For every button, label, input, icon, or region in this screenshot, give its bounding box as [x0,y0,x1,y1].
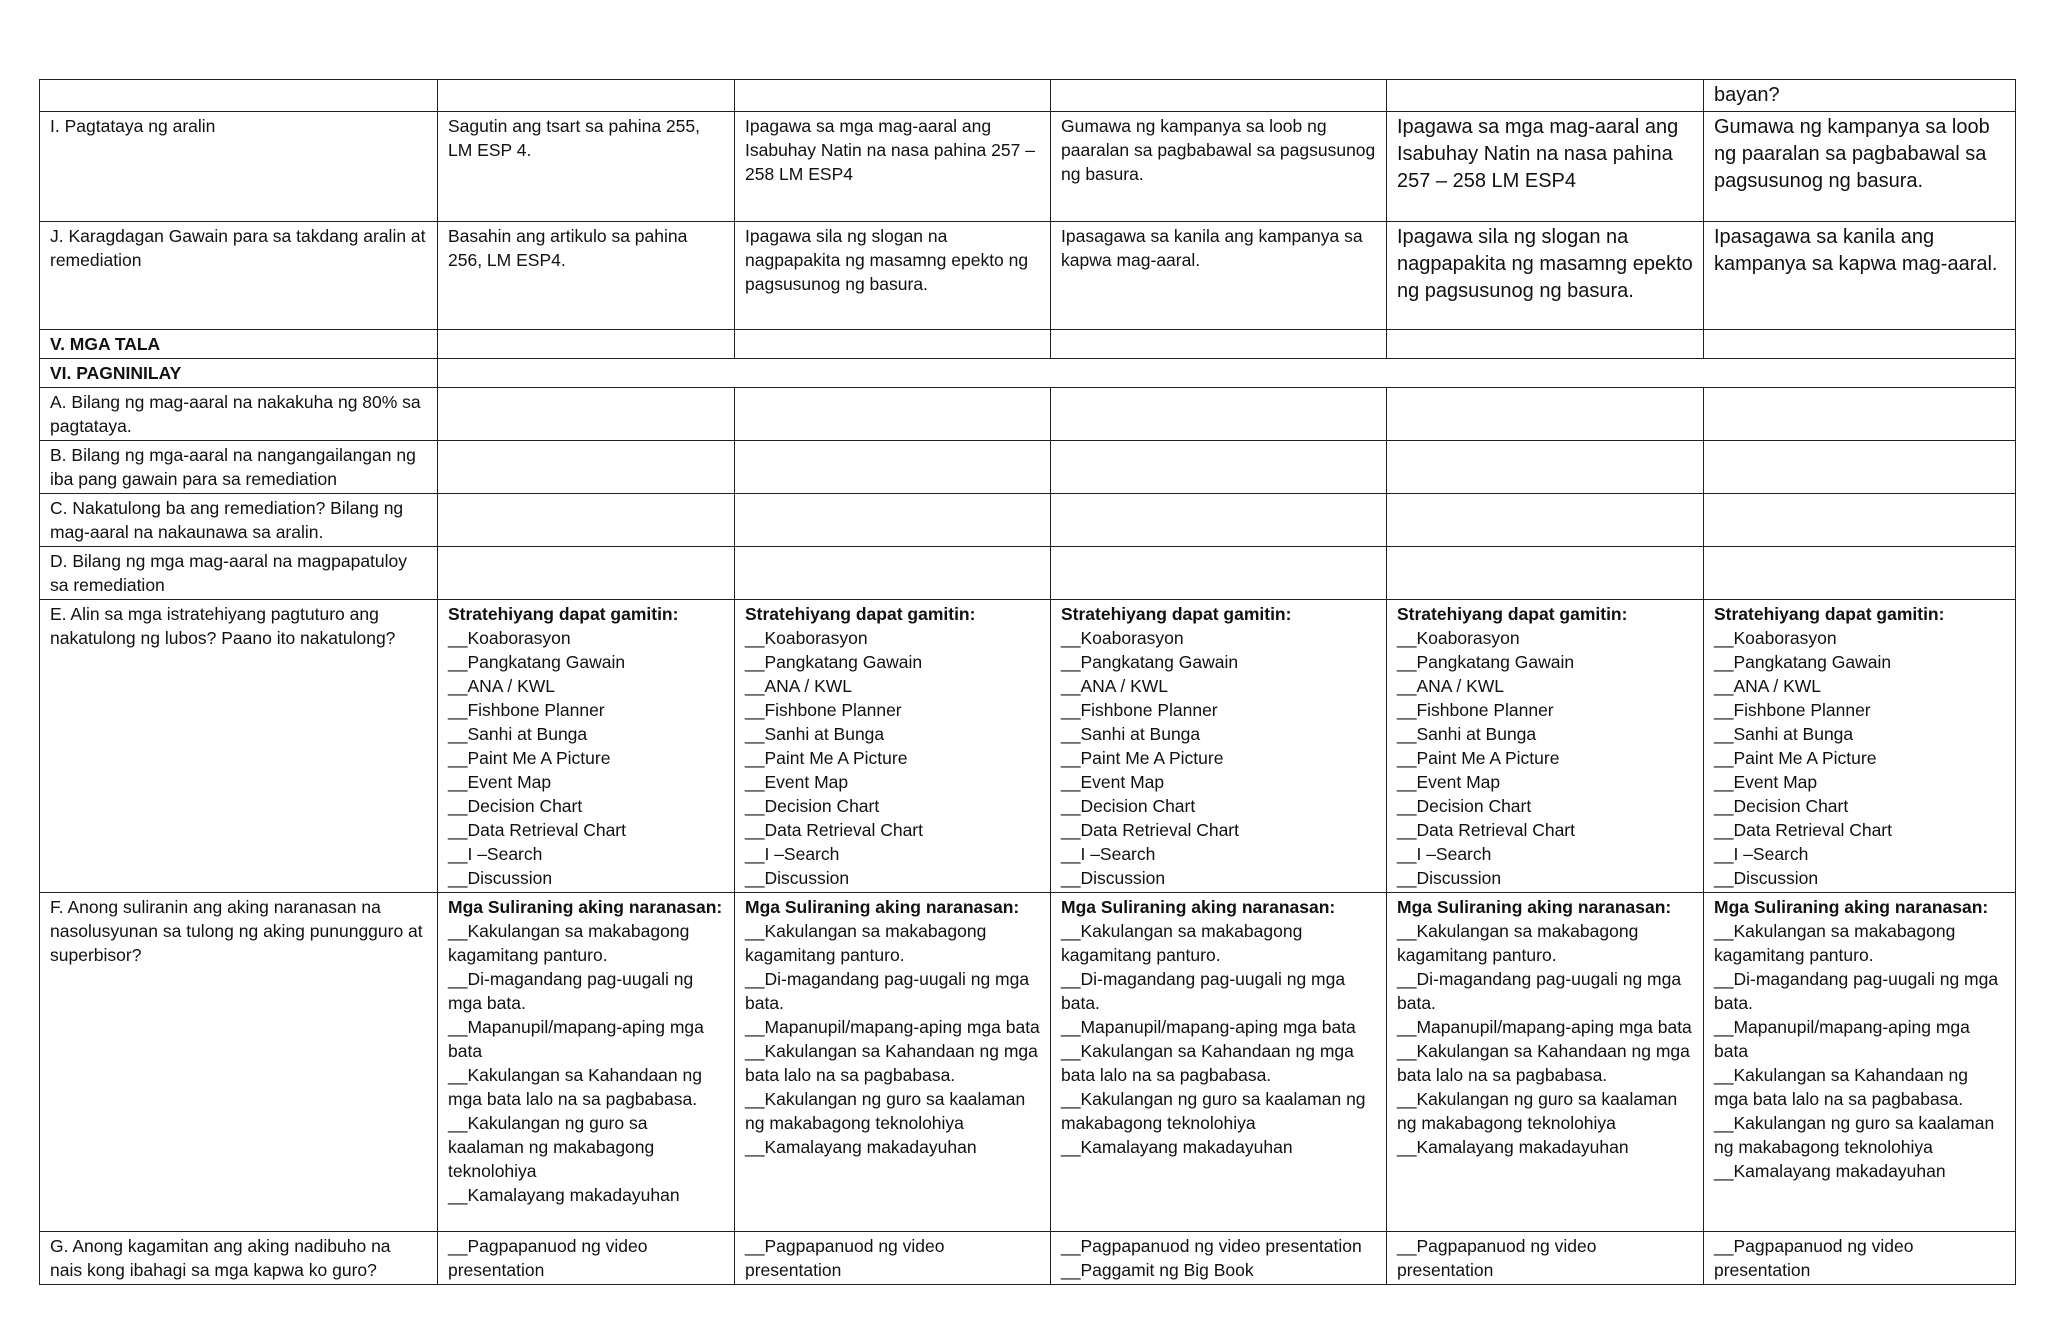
checklist-item: __Sanhi at Bunga [1397,724,1537,744]
cell [1051,80,1387,112]
checklist-item: __Di-magandang pag-uugali ng mga bata. [1397,969,1682,1013]
checklist-item: __Pangkatang Gawain [1714,652,1892,672]
checklist-item: __Paint Me A Picture [745,748,908,768]
checklist-item: __I –Search [1397,844,1492,864]
table-row [40,1232,2016,1285]
checklist-item: __Kakulangan sa makabagong kagamitang panturo. [745,921,987,965]
cell [438,359,2016,388]
checklist-item: __Mapanupil/mapang-aping mga bata [1397,1017,1692,1037]
checklist-item: __Decision Chart [448,796,583,816]
cell [1051,494,1387,547]
cell: bayan? [1704,80,2016,112]
table-row [40,441,2016,494]
checklist-item: __Mapanupil/mapang-aping mga bata [1061,1017,1356,1037]
checklist-item: __Kakulangan ng guro sa kaalaman ng makabagong teknolohiya [745,1089,1026,1133]
checklist-item: __Discussion [1061,868,1166,888]
cell [735,494,1051,547]
checklist-item: __Kakulangan sa Kahandaan ng mga bata lalo na sa pagbabasa. [448,1065,702,1109]
cell [735,388,1051,441]
problems-checklist [1704,893,2016,1232]
cell: __Pagpapanuod ng video presentation [735,1232,1051,1285]
table-row [40,112,2016,222]
checklist-item: __Di-magandang pag-uugali ng mga bata. [1061,969,1346,1013]
checklist-item: __I –Search [448,844,543,864]
checklist-item: __Sanhi at Bunga [448,724,588,744]
checklist-heading: Stratehiyang dapat gamitin: [1061,604,1292,624]
checklist-item: __Discussion [745,868,850,888]
row-label-d: D. Bilang ng mga mag-aaral na magpapatuloy sa remediation [40,547,438,600]
checklist-item: __Di-magandang pag-uugali ng mga bata. [1714,969,1999,1013]
checklist-item: __Fishbone Planner [448,700,605,720]
checklist-item: __Decision Chart [745,796,880,816]
material-item: __Paggamit ng Big Book [1061,1260,1254,1280]
cell: __Pagpapanuod ng video presentation [438,1232,735,1285]
cell [438,330,735,359]
checklist-item: __Kamalayang makadayuhan [745,1137,977,1157]
strategy-checklist [1051,600,1387,893]
checklist-item: __Kakulangan ng guro sa kaalaman ng makabagong teknolohiya [448,1113,655,1181]
table-row [40,222,2016,330]
problems-checklist [735,893,1051,1232]
checklist-item: __Kakulangan sa makabagong kagamitang panturo. [1397,921,1639,965]
row-label-g: G. Anong kagamitan ang aking nadibuho na nais kong ibahagi sa mga kapwa ko guro? [40,1232,438,1285]
cell [438,494,735,547]
cell [40,80,438,112]
cell [438,388,735,441]
table-row [40,330,2016,359]
cell [1704,441,2016,494]
cell: Ipasagawa sa kanila ang kampanya sa kapwa mag-aaral. [1704,222,2016,330]
checklist-item: __Discussion [1714,868,1819,888]
checklist-item: __Kakulangan ng guro sa kaalaman ng makabagong teknolohiya [1061,1089,1366,1133]
cell: Ipagawa sila ng slogan na nagpapakita ng masamng epekto ng pagsusunog ng basura. [1387,222,1704,330]
checklist-item: __Fishbone Planner [1397,700,1554,720]
checklist-item: __Discussion [1397,868,1502,888]
checklist-item: __Decision Chart [1714,796,1849,816]
checklist-item: __Paint Me A Picture [1397,748,1560,768]
checklist-item: __Fishbone Planner [1714,700,1871,720]
checklist-item: __ANA / KWL [448,676,555,696]
checklist-item: __Fishbone Planner [745,700,902,720]
cell [1704,330,2016,359]
checklist-heading: Stratehiyang dapat gamitin: [1714,604,1945,624]
checklist-item: __Pangkatang Gawain [1397,652,1575,672]
checklist-item: __ANA / KWL [1714,676,1821,696]
row-label-b: B. Bilang ng mga-aaral na nangangailangan ng iba pang gawain para sa remediation [40,441,438,494]
checklist-item: __Data Retrieval Chart [448,820,626,840]
material-item: __Pagpapanuod ng video presentation [1061,1236,1362,1256]
checklist-item: __Di-magandang pag-uugali ng mga bata. [745,969,1030,1013]
problems-checklist [1051,893,1387,1232]
checklist-item: __Kakulangan sa makabagong kagamitang panturo. [1061,921,1303,965]
checklist-item: __Kakulangan sa Kahandaan ng mga bata lalo na sa pagbabasa. [1714,1065,1968,1109]
table-row [40,388,2016,441]
checklist-heading: Stratehiyang dapat gamitin: [448,604,679,624]
cell [1051,330,1387,359]
checklist-item: __Kakulangan sa Kahandaan ng mga bata lalo na sa pagbabasa. [1397,1041,1690,1085]
checklist-heading: Mga Suliraning aking naranasan: [1397,897,1672,917]
checklist-item: __Pangkatang Gawain [745,652,923,672]
cell [1051,547,1387,600]
checklist-item: __I –Search [745,844,840,864]
checklist-heading: Mga Suliraning aking naranasan: [1714,897,1989,917]
checklist-heading: Stratehiyang dapat gamitin: [745,604,976,624]
checklist-heading: Mga Suliraning aking naranasan: [1061,897,1336,917]
checklist-item: __ANA / KWL [1397,676,1504,696]
checklist-item: __Kamalayang makadayuhan [1397,1137,1629,1157]
checklist-item: __Kakulangan sa Kahandaan ng mga bata lalo na sa pagbabasa. [745,1041,1038,1085]
checklist-item: __ANA / KWL [1061,676,1168,696]
checklist-item: __Decision Chart [1397,796,1532,816]
cell [1387,547,1704,600]
checklist-item: __Event Map [1061,772,1165,792]
cell [1051,388,1387,441]
cell: Ipagawa sila ng slogan na nagpapakita ng masamng epekto ng pagsusunog ng basura. [735,222,1051,330]
checklist-item: __Decision Chart [1061,796,1196,816]
checklist-item: __Paint Me A Picture [448,748,611,768]
cell [1051,441,1387,494]
cell: Ipagawa sa mga mag-aaral ang Isabuhay Natin na nasa pahina 257 – 258 LM ESP4 [1387,112,1704,222]
checklist-item: __Kamalayang makadayuhan [448,1185,680,1205]
section-heading-pagninilay: VI. PAGNINILAY [40,359,438,388]
checklist-item: __Koaborasyon [1397,628,1520,648]
problems-checklist [1387,893,1704,1232]
cell [735,330,1051,359]
cell: Ipagawa sa mga mag-aaral ang Isabuhay Natin na nasa pahina 257 – 258 LM ESP4 [735,112,1051,222]
cell: __Pagpapanuod ng video presentation [1387,1232,1704,1285]
strategy-checklist [438,600,735,893]
checklist-item: __Koaborasyon [1714,628,1837,648]
lesson-plan-sheet [39,79,2015,1285]
checklist-item: __Data Retrieval Chart [745,820,923,840]
row-label-a: A. Bilang ng mag-aaral na nakakuha ng 80% sa pagtataya. [40,388,438,441]
cell [1387,388,1704,441]
cell [1051,1232,1387,1285]
checklist-item: __Mapanupil/mapang-aping mga bata [745,1017,1040,1037]
checklist-item: __I –Search [1714,844,1809,864]
checklist-item: __Pangkatang Gawain [448,652,626,672]
checklist-item: __Kakulangan ng guro sa kaalaman ng makabagong teknolohiya [1714,1113,1995,1157]
checklist-heading: Stratehiyang dapat gamitin: [1397,604,1628,624]
cell [438,547,735,600]
strategy-checklist [1704,600,2016,893]
cell [1704,547,2016,600]
checklist-item: __Paint Me A Picture [1061,748,1224,768]
table-row [40,893,2016,1232]
checklist-item: __Mapanupil/mapang-aping mga bata [448,1017,704,1061]
checklist-item: __Kakulangan ng guro sa kaalaman ng makabagong teknolohiya [1397,1089,1678,1133]
table-row [40,547,2016,600]
checklist-item: __Event Map [745,772,849,792]
cell [438,441,735,494]
cell [1387,80,1704,112]
checklist-heading: Mga Suliraning aking naranasan: [745,897,1020,917]
checklist-item: __Data Retrieval Chart [1714,820,1892,840]
checklist-item: __Kamalayang makadayuhan [1714,1161,1946,1181]
table-row [40,600,2016,893]
checklist-item: __Fishbone Planner [1061,700,1218,720]
table-row [40,359,2016,388]
checklist-item: __I –Search [1061,844,1156,864]
cell [1704,388,2016,441]
checklist-item: __Event Map [1714,772,1818,792]
checklist-item: __Di-magandang pag-uugali ng mga bata. [448,969,694,1013]
cell [735,441,1051,494]
cell: Ipasagawa sa kanila ang kampanya sa kapwa mag-aaral. [1051,222,1387,330]
cell [438,80,735,112]
row-label-c: C. Nakatulong ba ang remediation? Bilang ng mag-aaral na nakaunawa sa aralin. [40,494,438,547]
checklist-item: __Discussion [448,868,553,888]
checklist-item: __Kamalayang makadayuhan [1061,1137,1293,1157]
checklist-item: __ANA / KWL [745,676,852,696]
checklist-item: __Koaborasyon [448,628,571,648]
checklist-item: __Kakulangan sa Kahandaan ng mga bata lalo na sa pagbabasa. [1061,1041,1354,1085]
row-label-f: F. Anong suliranin ang aking naranasan na nasolusyunan sa tulong ng aking punungguro at superbisor? [40,893,438,1232]
cell: Gumawa ng kampanya sa loob ng paaralan sa pagbabawal sa pagsusunog ng basura. [1051,112,1387,222]
row-label-karagdagan: J. Karagdagan Gawain para sa takdang aralin at remediation [40,222,438,330]
checklist-item: __Koaborasyon [1061,628,1184,648]
checklist-item: __Pangkatang Gawain [1061,652,1239,672]
checklist-item: __Sanhi at Bunga [1061,724,1201,744]
cell: Sagutin ang tsart sa pahina 255, LM ESP 4. [438,112,735,222]
checklist-item: __Event Map [1397,772,1501,792]
problems-checklist [438,893,735,1232]
cell [1387,330,1704,359]
checklist-item: __Kakulangan sa makabagong kagamitang panturo. [1714,921,1956,965]
checklist-item: __Event Map [448,772,552,792]
cell [1704,494,2016,547]
cell: __Pagpapanuod ng video presentation [1704,1232,2016,1285]
checklist-item: __Kakulangan sa makabagong kagamitang panturo. [448,921,690,965]
cell [1387,441,1704,494]
checklist-item: __Sanhi at Bunga [745,724,885,744]
table-row [40,80,2016,112]
row-label-pagtataya: I. Pagtataya ng aralin [40,112,438,222]
checklist-item: __Paint Me A Picture [1714,748,1877,768]
cell: Gumawa ng kampanya sa loob ng paaralan sa pagbabawal sa pagsusunog ng basura. [1704,112,2016,222]
cell [1387,494,1704,547]
table-row [40,494,2016,547]
row-label-e: E. Alin sa mga istratehiyang pagtuturo ang nakatulong ng lubos? Paano ito nakatulong? [40,600,438,893]
checklist-item: __Koaborasyon [745,628,868,648]
reflection-table [39,79,2016,1285]
checklist-item: __Data Retrieval Chart [1397,820,1575,840]
strategy-checklist [1387,600,1704,893]
cell [735,80,1051,112]
checklist-item: __Data Retrieval Chart [1061,820,1239,840]
checklist-item: __Sanhi at Bunga [1714,724,1854,744]
section-heading-mga-tala: V. MGA TALA [40,330,438,359]
cell [735,547,1051,600]
checklist-heading: Mga Suliraning aking naranasan: [448,897,723,917]
cell: Basahin ang artikulo sa pahina 256, LM ESP4. [438,222,735,330]
strategy-checklist [735,600,1051,893]
checklist-item: __Mapanupil/mapang-aping mga bata [1714,1017,1970,1061]
